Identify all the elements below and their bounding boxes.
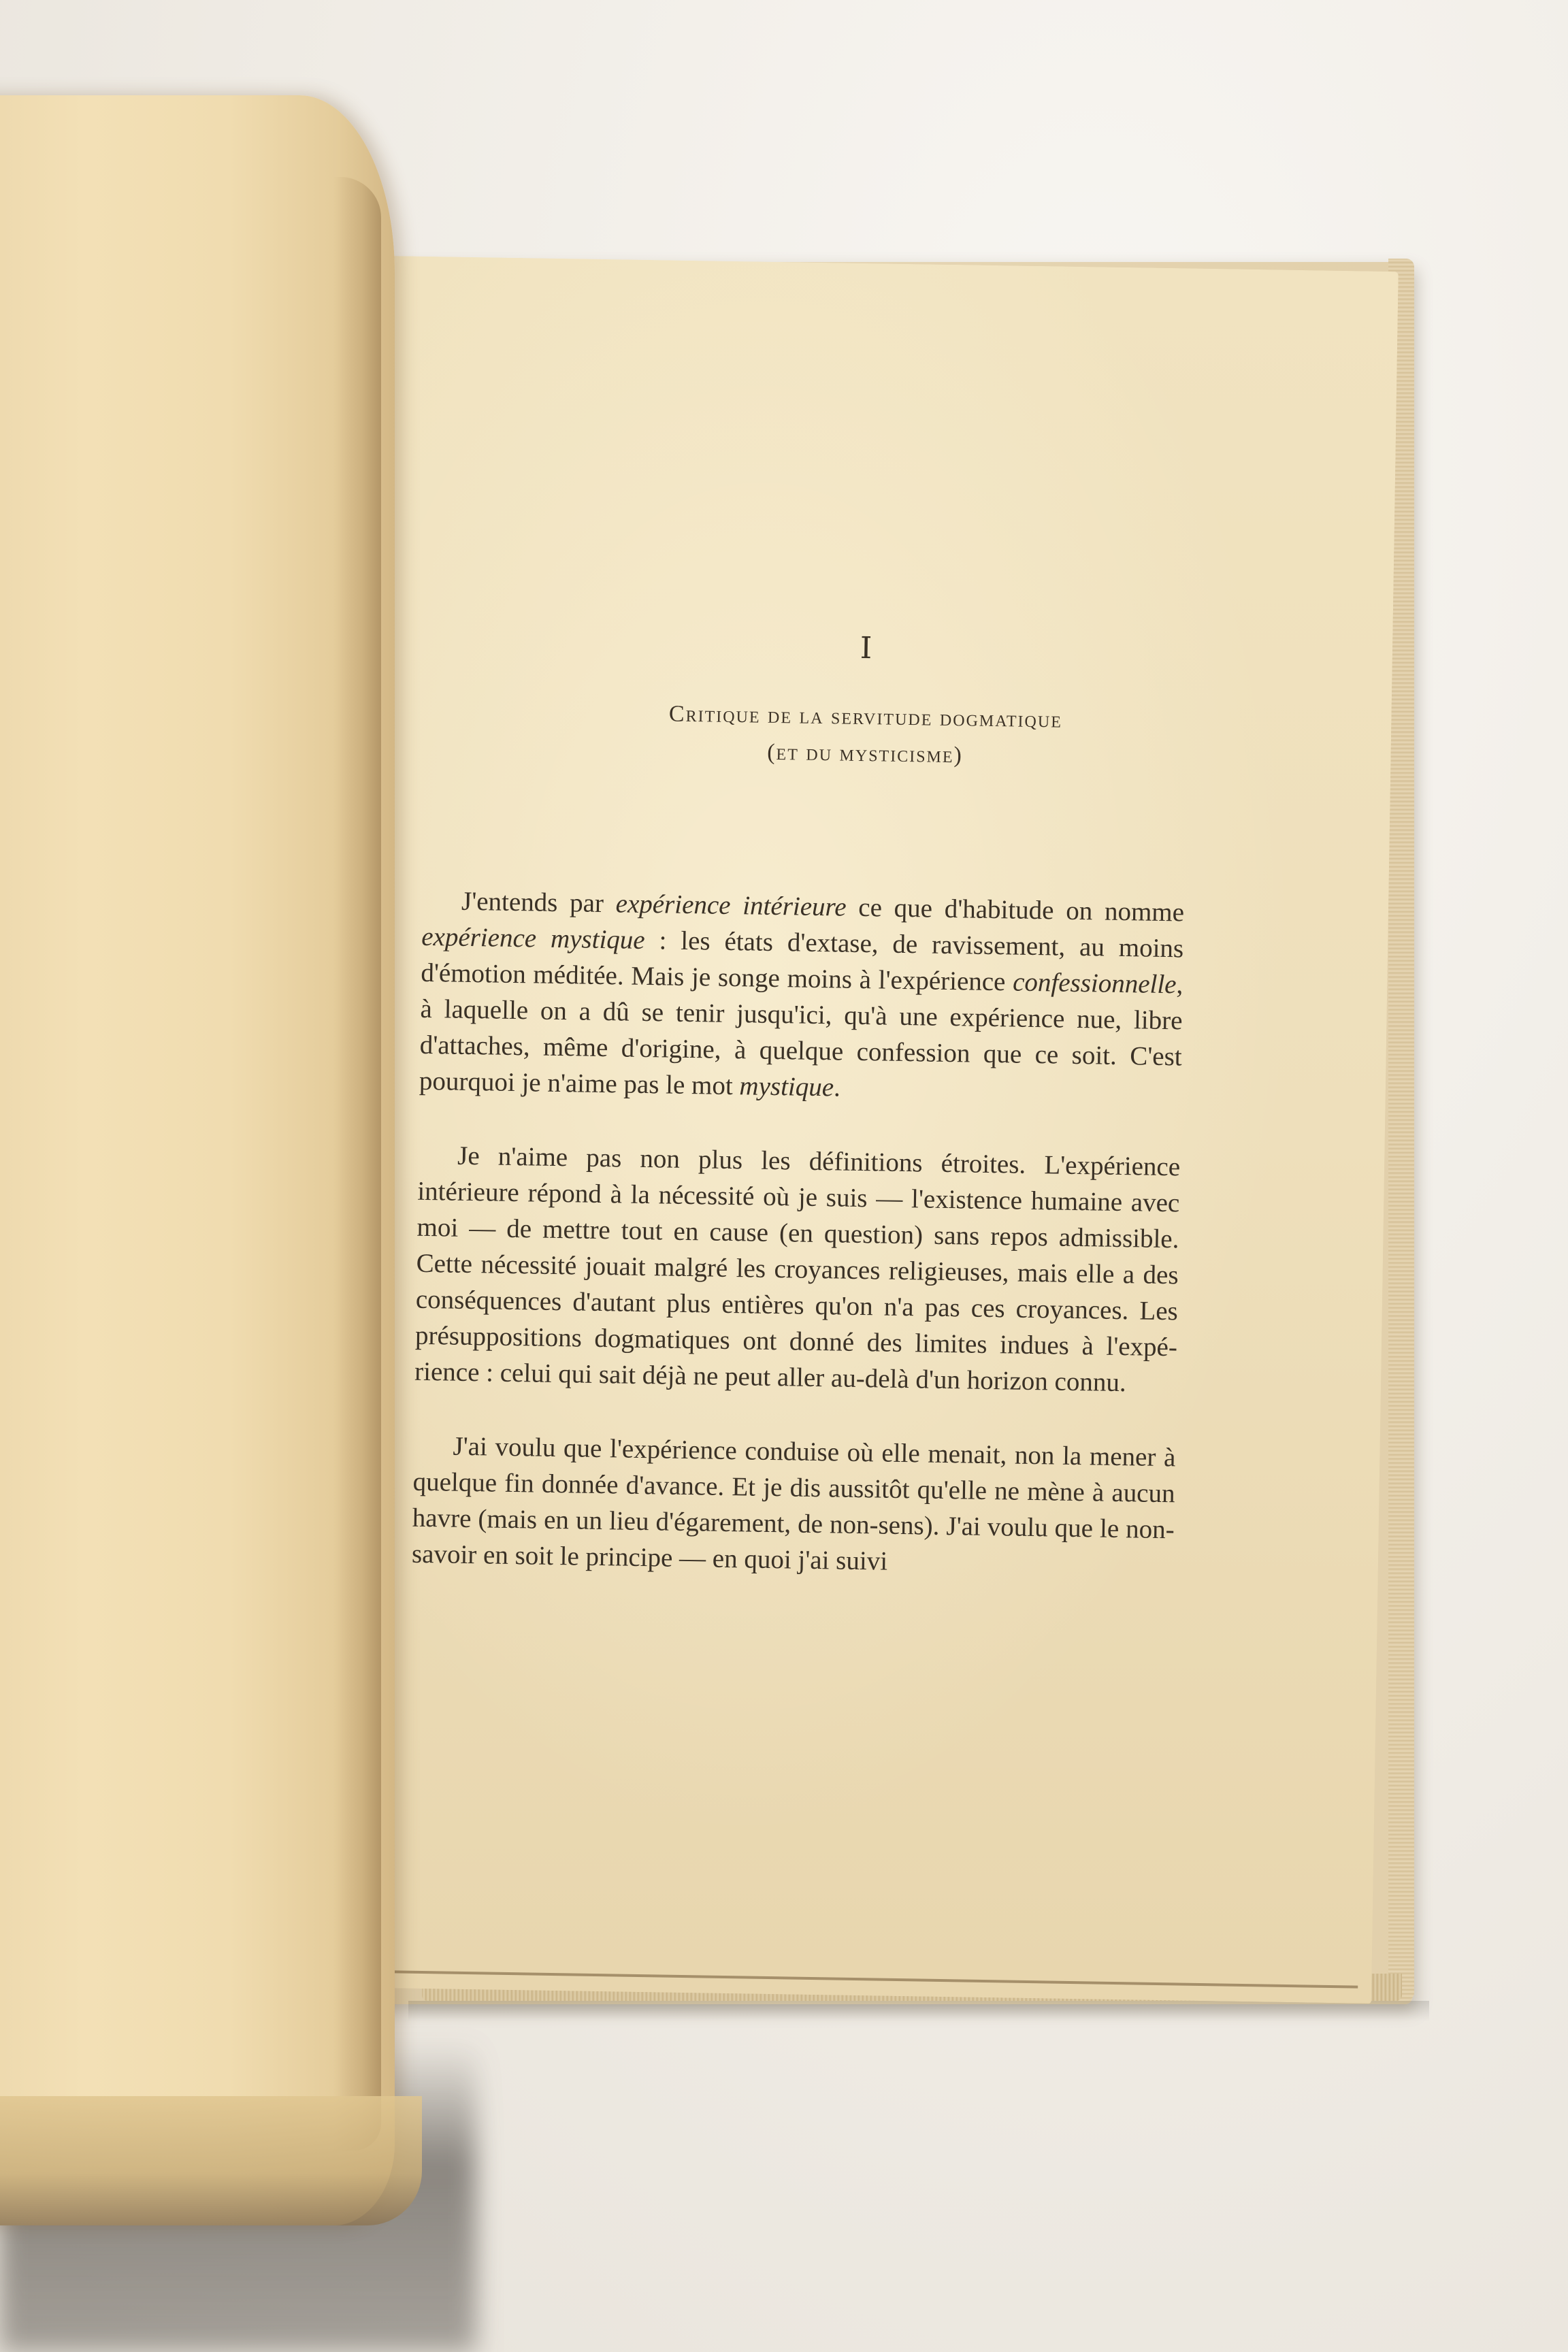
- body-text: [411, 883, 1185, 1622]
- cover-gap: [408, 2001, 1429, 2021]
- page-bottom-rule: [327, 1970, 1358, 1989]
- chapter-title-line-1: Critique de la servitude dogmatique: [668, 701, 1063, 733]
- chapter-title: [339, 691, 1392, 781]
- paragraph: [419, 883, 1185, 1111]
- text-run: Je n'aime pas non plus les définitions étroites. L'expérience intérieure répond à la nécessité où je suis — l'existence humaine avec moi — de mettre tout en cause (en question) sans repos admissible. Cette nécessité jouait malgré les croyances religieuses, mais elle a des conséquences d'autant plus entières qu'on n'a pas ces croyances. Les présuppositions dogmatiques ont donné des limites indues à l'expérience : celui qui sait déjà ne peut aller au-delà d'un horizon connu.: [414, 1141, 1181, 1398]
- italic-text: confessionnelle: [1012, 967, 1177, 1000]
- italic-text: expérience mystique: [421, 921, 646, 955]
- italic-text: mystique: [739, 1071, 834, 1102]
- page-content: [320, 255, 1399, 2004]
- italic-text: expérience intérieure: [615, 889, 847, 922]
- text-run: J'entends par: [461, 886, 617, 919]
- left-page-bottom: [0, 2096, 422, 2225]
- paragraph: [412, 1428, 1176, 1584]
- text-run: J'ai voulu que l'expérience conduise où elle menait, non la mener à quelque fin donnée d'avance. Et je dis aussitôt qu'elle ne mène à aucun havre (mais en un lieu d'égarement, de non-sens). J'ai voulu que le non-savoir en soit le principe — en quoi j'ai suivi: [411, 1431, 1176, 1576]
- paragraph: [414, 1137, 1181, 1402]
- chapter-number: I: [860, 630, 874, 666]
- text-run: .: [833, 1073, 841, 1102]
- text-run: ce que d'habitude on nomme: [846, 892, 1185, 928]
- right-page: [320, 255, 1399, 2004]
- left-page-edge: [333, 177, 381, 2151]
- text-run: : les états d'extase, de ravissement, au moins d'émotion méditée. Mais je songe moins à l'expérience: [421, 926, 1184, 997]
- chapter-title-line-2: (et du mysticisme): [766, 739, 964, 768]
- text-run: , à laquelle on a dû se tenir jusqu'ici, qu'à une expérience nue, libre d'attaches, même d'origine, à quelque confession que ce soit. C'est pourquoi je n'aime pas le mot: [419, 970, 1183, 1101]
